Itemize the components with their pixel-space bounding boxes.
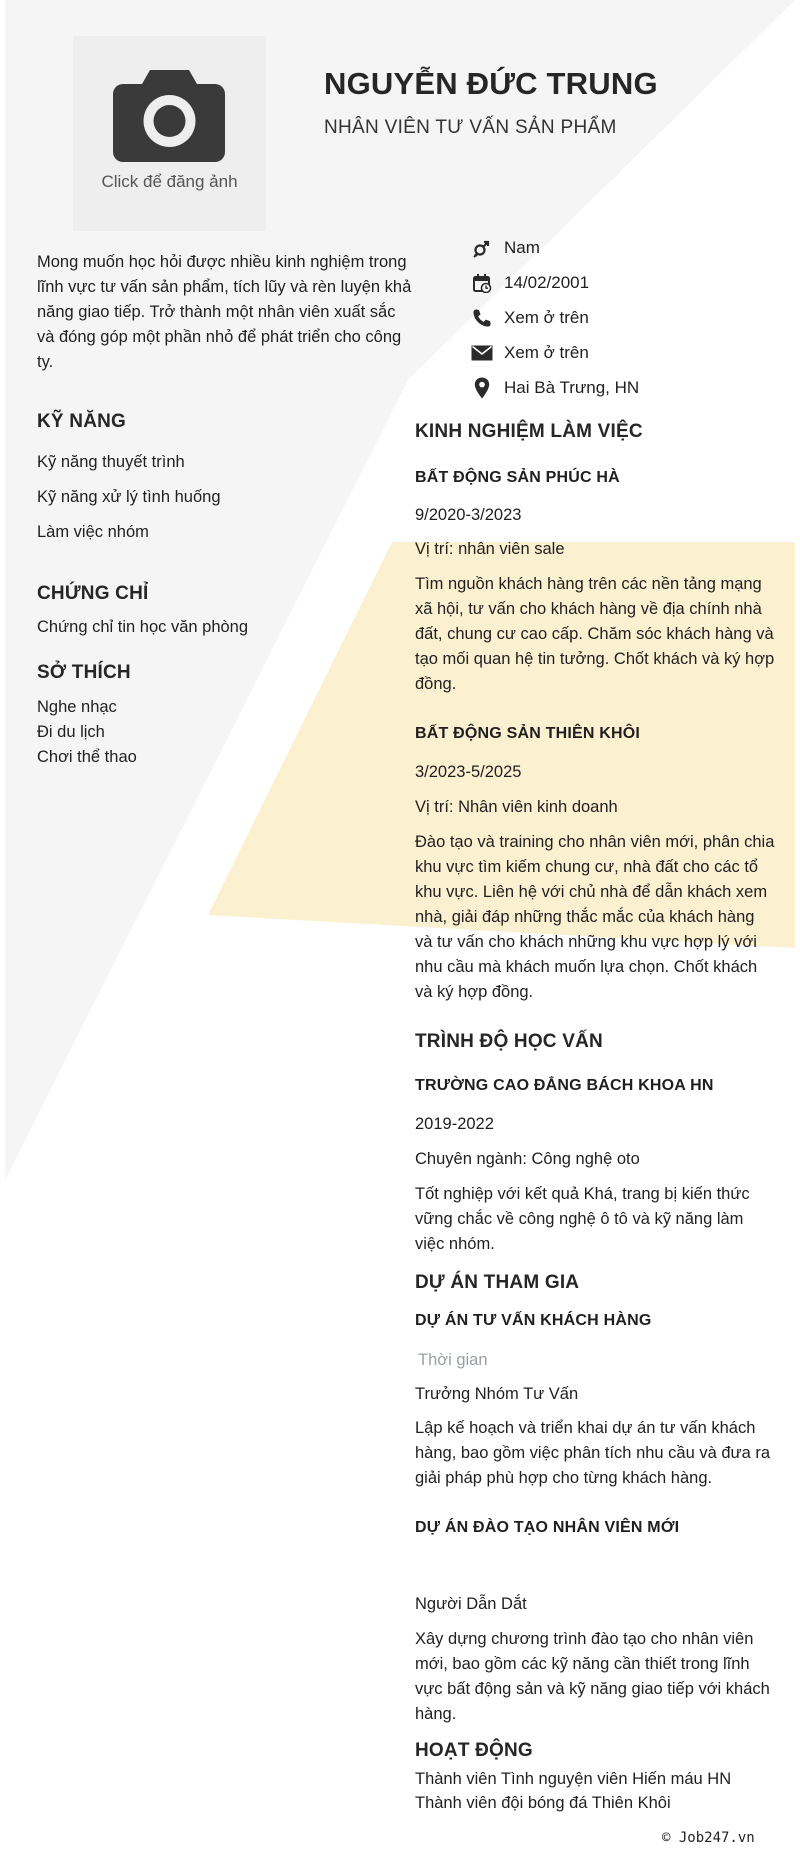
upload-photo-label: Click để đăng ảnh — [101, 172, 238, 191]
gender-icon — [470, 236, 494, 260]
education-heading: TRÌNH ĐỘ HỌC VẤN — [415, 1031, 603, 1052]
skill-item: Làm việc nhóm — [37, 523, 149, 541]
certificates-heading: CHỨNG CHỈ — [37, 583, 149, 604]
contact-email — [470, 335, 790, 370]
contact-gender — [470, 230, 790, 265]
birthday-value: 14/02/2001 — [504, 272, 590, 292]
job-position: Vị trí: nhân viên sale — [415, 540, 565, 558]
project-description: Lập kế hoạch và triển khai dự án tư vấn khách hàng, bao gồm việc phân tích nhu cầu và đưa ra giải pháp phù hợp cho từng khách hàng. — [415, 1419, 771, 1487]
project-description: Xây dựng chương trình đào tạo cho nhân viên mới, bao gồm các kỹ năng cần thiết trong lĩnh vực bất động sản và kỹ năng giao tiếp với khách hàng. — [415, 1630, 770, 1723]
education-description: Tốt nghiệp với kết quả Khá, trang bị kiến thức vững chắc về công nghệ ô tô và kỹ năng làm việc nhóm. — [415, 1185, 750, 1253]
calendar-icon — [470, 271, 494, 295]
project-role: Trưởng Nhóm Tư Vấn — [415, 1385, 579, 1403]
phone-value: Xem ở trên — [504, 307, 589, 327]
job-title: NHÂN VIÊN TƯ VẤN SẢN PHẨM — [324, 117, 617, 138]
activities-heading: HOẠT ĐỘNG — [415, 1740, 533, 1761]
experience-heading: KINH NGHIỆM LÀM VIỆC — [415, 421, 643, 442]
camera-icon — [112, 64, 227, 164]
contact-birthday — [470, 265, 790, 300]
email-icon — [470, 341, 494, 365]
job-period: 3/2023-5/2025 — [415, 763, 522, 781]
footer-copyright: © Job247.vn — [662, 1830, 755, 1846]
career-objective: Mong muốn học hỏi được nhiều kinh nghiệm trong lĩnh vực tư vấn sản phẩm, tích lũy và rèn luyện khả năng giao tiếp. Trở thành một nhân viên xuất sắc và đóng góp một phần nhỏ để phát triển cho công ty. — [37, 253, 412, 371]
contact-phone — [470, 300, 790, 335]
gender-value: Nam — [504, 237, 540, 257]
skill-item: Kỹ năng xử lý tình huống — [37, 488, 221, 506]
project-title: DỰ ÁN ĐÀO TẠO NHÂN VIÊN MỚI — [415, 1519, 680, 1536]
contact-address — [470, 370, 790, 405]
job-company: BẤT ĐỘNG SẢN THIÊN KHÔI — [415, 725, 641, 742]
job-description: Đào tạo và training cho nhân viên mới, phân chia khu vực tìm kiếm chung cư, nhà đất cho các tổ khu vực. Liên hệ với chủ nhà để dẫn khách xem nhà, giải đáp những thắc mắc của khách hàng và tư vấn cho khách những khu vực hợp lý với nhu cầu mà khách muốn lựa chọn. Chốt khách và ký hợp đồng. — [415, 833, 775, 1001]
certificate-item: Chứng chỉ tin học văn phòng — [37, 618, 249, 636]
photo-upload[interactable] — [73, 36, 266, 231]
education-period: 2019-2022 — [415, 1115, 494, 1133]
phone-icon — [470, 306, 494, 330]
hobby-item: Nghe nhạc — [37, 698, 117, 716]
school-name: TRƯỜNG CAO ĐẲNG BÁCH KHOA HN — [415, 1077, 714, 1094]
projects-heading: DỰ ÁN THAM GIA — [415, 1272, 580, 1293]
activity-item: Thành viên Tình nguyện viên Hiến máu HN — [415, 1770, 732, 1788]
project-time-placeholder[interactable]: Thời gian — [418, 1351, 488, 1369]
education-major: Chuyên ngành: Công nghệ oto — [415, 1150, 640, 1168]
job-position: Vị trí: Nhân viên kinh doanh — [415, 798, 618, 816]
address-value: Hai Bà Trưng, HN — [504, 377, 640, 397]
full-name: NGUYỄN ĐỨC TRUNG — [324, 66, 658, 101]
hobby-item: Đi du lịch — [37, 723, 105, 741]
job-company: BẤT ĐỘNG SẢN PHÚC HÀ — [415, 469, 620, 486]
activity-item: Thành viên đội bóng đá Thiên Khôi — [415, 1794, 671, 1812]
skills-heading: KỸ NĂNG — [37, 411, 127, 432]
location-icon — [470, 376, 494, 400]
skill-item: Kỹ năng thuyết trình — [37, 453, 185, 471]
job-description: Tìm nguồn khách hàng trên các nền tảng mạng xã hội, tư vấn cho khách hàng về địa chính nhà đất, chung cư cao cấp. Chăm sóc khách hàng và tạo mối quan hệ tin tưởng. Chốt khách và ký hợp đồng. — [415, 575, 775, 693]
project-title: DỰ ÁN TƯ VẤN KHÁCH HÀNG — [415, 1312, 652, 1329]
contact-info — [470, 230, 790, 405]
project-role: Người Dẫn Dắt — [415, 1595, 527, 1613]
email-value: Xem ở trên — [504, 342, 589, 362]
job-period: 9/2020-3/2023 — [415, 506, 522, 524]
hobbies-heading: SỞ THÍCH — [37, 662, 131, 683]
hobby-item: Chơi thể thao — [37, 748, 137, 766]
